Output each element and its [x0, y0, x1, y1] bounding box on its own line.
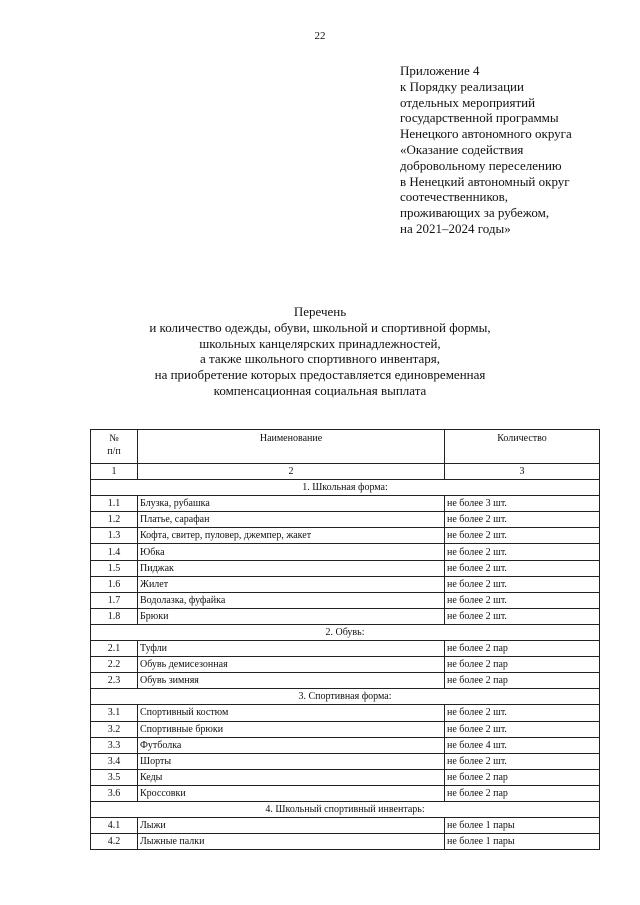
row-name: Обувь демисезонная	[138, 657, 445, 673]
row-quantity: не более 2 шт.	[445, 608, 600, 624]
row-quantity: не более 2 шт.	[445, 560, 600, 576]
row-name: Водолазка, фуфайка	[138, 592, 445, 608]
title-line: школьных канцелярских принадлежностей,	[199, 335, 441, 351]
row-number: 4.1	[91, 818, 138, 834]
row-quantity: не более 2 пар	[445, 769, 600, 785]
title-line: а также школьного спортивного инвентаря,	[200, 351, 440, 367]
column-number-row	[91, 464, 600, 480]
column-number: 2	[138, 464, 445, 480]
table-row	[91, 512, 600, 528]
table-row	[91, 544, 600, 560]
row-name: Кеды	[138, 769, 445, 785]
appendix-line: на 2021–2024 годы»	[400, 220, 511, 236]
row-number: 3.3	[91, 737, 138, 753]
appendix-line: «Оказание содействия	[400, 141, 524, 157]
row-number: 3.5	[91, 769, 138, 785]
section-title: 3. Спортивная форма:	[91, 689, 600, 705]
section-row	[91, 624, 600, 640]
row-name: Пиджак	[138, 560, 445, 576]
row-number: 1.1	[91, 496, 138, 512]
appendix-line: отдельных мероприятий	[400, 94, 536, 110]
row-name: Юбка	[138, 544, 445, 560]
row-quantity: не более 2 шт.	[445, 576, 600, 592]
header-num	[91, 430, 138, 464]
row-quantity: не более 2 шт.	[445, 721, 600, 737]
table-row	[91, 673, 600, 689]
appendix-line: проживающих за рубежом,	[400, 205, 550, 221]
table-row	[91, 834, 600, 850]
table-row	[91, 608, 600, 624]
table-row	[91, 496, 600, 512]
appendix-block	[400, 63, 630, 237]
row-number: 1.5	[91, 560, 138, 576]
row-quantity: не более 2 шт.	[445, 528, 600, 544]
table-row	[91, 753, 600, 769]
row-name: Платье, сарафан	[138, 512, 445, 528]
row-number: 1.7	[91, 592, 138, 608]
table-row	[91, 785, 600, 801]
section-row	[91, 801, 600, 817]
table-row	[91, 769, 600, 785]
row-quantity: не более 3 шт.	[445, 496, 600, 512]
row-quantity: не более 1 пары	[445, 818, 600, 834]
appendix-line: в Ненецкий автономный округ	[400, 173, 570, 189]
row-name: Обувь зимняя	[138, 673, 445, 689]
row-number: 2.1	[91, 641, 138, 657]
title-line: и количество одежды, обуви, школьной и спортивной формы,	[149, 319, 491, 335]
header-num-line2: п/п	[107, 446, 121, 457]
row-number: 1.4	[91, 544, 138, 560]
section-title: 1. Школьная форма:	[91, 480, 600, 496]
row-name: Шорты	[138, 753, 445, 769]
appendix-line: к Порядку реализации	[400, 78, 524, 94]
row-name: Лыжи	[138, 818, 445, 834]
row-quantity: не более 2 шт.	[445, 592, 600, 608]
appendix-line: Ненецкого автономного округа	[400, 126, 572, 142]
row-number: 1.2	[91, 512, 138, 528]
table-row	[91, 705, 600, 721]
title-line: на приобретение которых предоставляется единовременная	[154, 367, 486, 383]
row-quantity: не более 2 шт.	[445, 544, 600, 560]
row-quantity: не более 2 пар	[445, 641, 600, 657]
row-quantity: не более 2 шт.	[445, 705, 600, 721]
appendix-line: государственной программы	[400, 110, 559, 126]
table-row	[91, 528, 600, 544]
row-quantity: не более 2 шт.	[445, 753, 600, 769]
row-quantity: не более 2 пар	[445, 657, 600, 673]
row-number: 3.2	[91, 721, 138, 737]
header-qty: Количество	[445, 430, 600, 464]
header-name: Наименование	[138, 430, 445, 464]
appendix-line: Приложение 4	[400, 63, 480, 78]
row-number: 2.3	[91, 673, 138, 689]
table-body	[91, 480, 600, 850]
row-number: 3.1	[91, 705, 138, 721]
section-row	[91, 480, 600, 496]
row-quantity: не более 2 пар	[445, 785, 600, 801]
table-row	[91, 818, 600, 834]
row-name: Спортивные брюки	[138, 721, 445, 737]
table-row	[91, 592, 600, 608]
row-quantity: не более 1 пары	[445, 834, 600, 850]
row-name: Туфли	[138, 641, 445, 657]
section-title: 2. Обувь:	[91, 624, 600, 640]
row-quantity: не более 2 шт.	[445, 512, 600, 528]
table-row	[91, 657, 600, 673]
section-title: 4. Школьный спортивный инвентарь:	[91, 801, 600, 817]
table-row	[91, 576, 600, 592]
column-number: 3	[445, 464, 600, 480]
row-name: Кофта, свитер, пуловер, джемпер, жакет	[138, 528, 445, 544]
row-quantity: не более 4 шт.	[445, 737, 600, 753]
table-header-row	[91, 430, 600, 464]
row-number: 1.8	[91, 608, 138, 624]
row-name: Футболка	[138, 737, 445, 753]
title-line: компенсационная социальная выплата	[213, 382, 427, 398]
row-name: Кроссовки	[138, 785, 445, 801]
row-name: Блузка, рубашка	[138, 496, 445, 512]
appendix-line: добровольному переселению	[400, 157, 562, 173]
section-row	[91, 689, 600, 705]
row-number: 3.6	[91, 785, 138, 801]
row-name: Жилет	[138, 576, 445, 592]
table-row	[91, 560, 600, 576]
page-number: 22	[314, 30, 326, 42]
row-number: 3.4	[91, 753, 138, 769]
title-line: Перечень	[293, 304, 347, 319]
table-row	[91, 641, 600, 657]
row-number: 4.2	[91, 834, 138, 850]
document-title	[0, 304, 640, 399]
row-number: 1.3	[91, 528, 138, 544]
appendix-line: соотечественников,	[400, 189, 509, 205]
table-row	[91, 737, 600, 753]
row-number: 1.6	[91, 576, 138, 592]
row-name: Брюки	[138, 608, 445, 624]
items-table	[90, 429, 600, 850]
column-number: 1	[91, 464, 138, 480]
row-quantity: не более 2 пар	[445, 673, 600, 689]
row-name: Спортивный костюм	[138, 705, 445, 721]
row-name: Лыжные палки	[138, 834, 445, 850]
row-number: 2.2	[91, 657, 138, 673]
header-num-line1: №	[109, 433, 119, 444]
table-row	[91, 721, 600, 737]
